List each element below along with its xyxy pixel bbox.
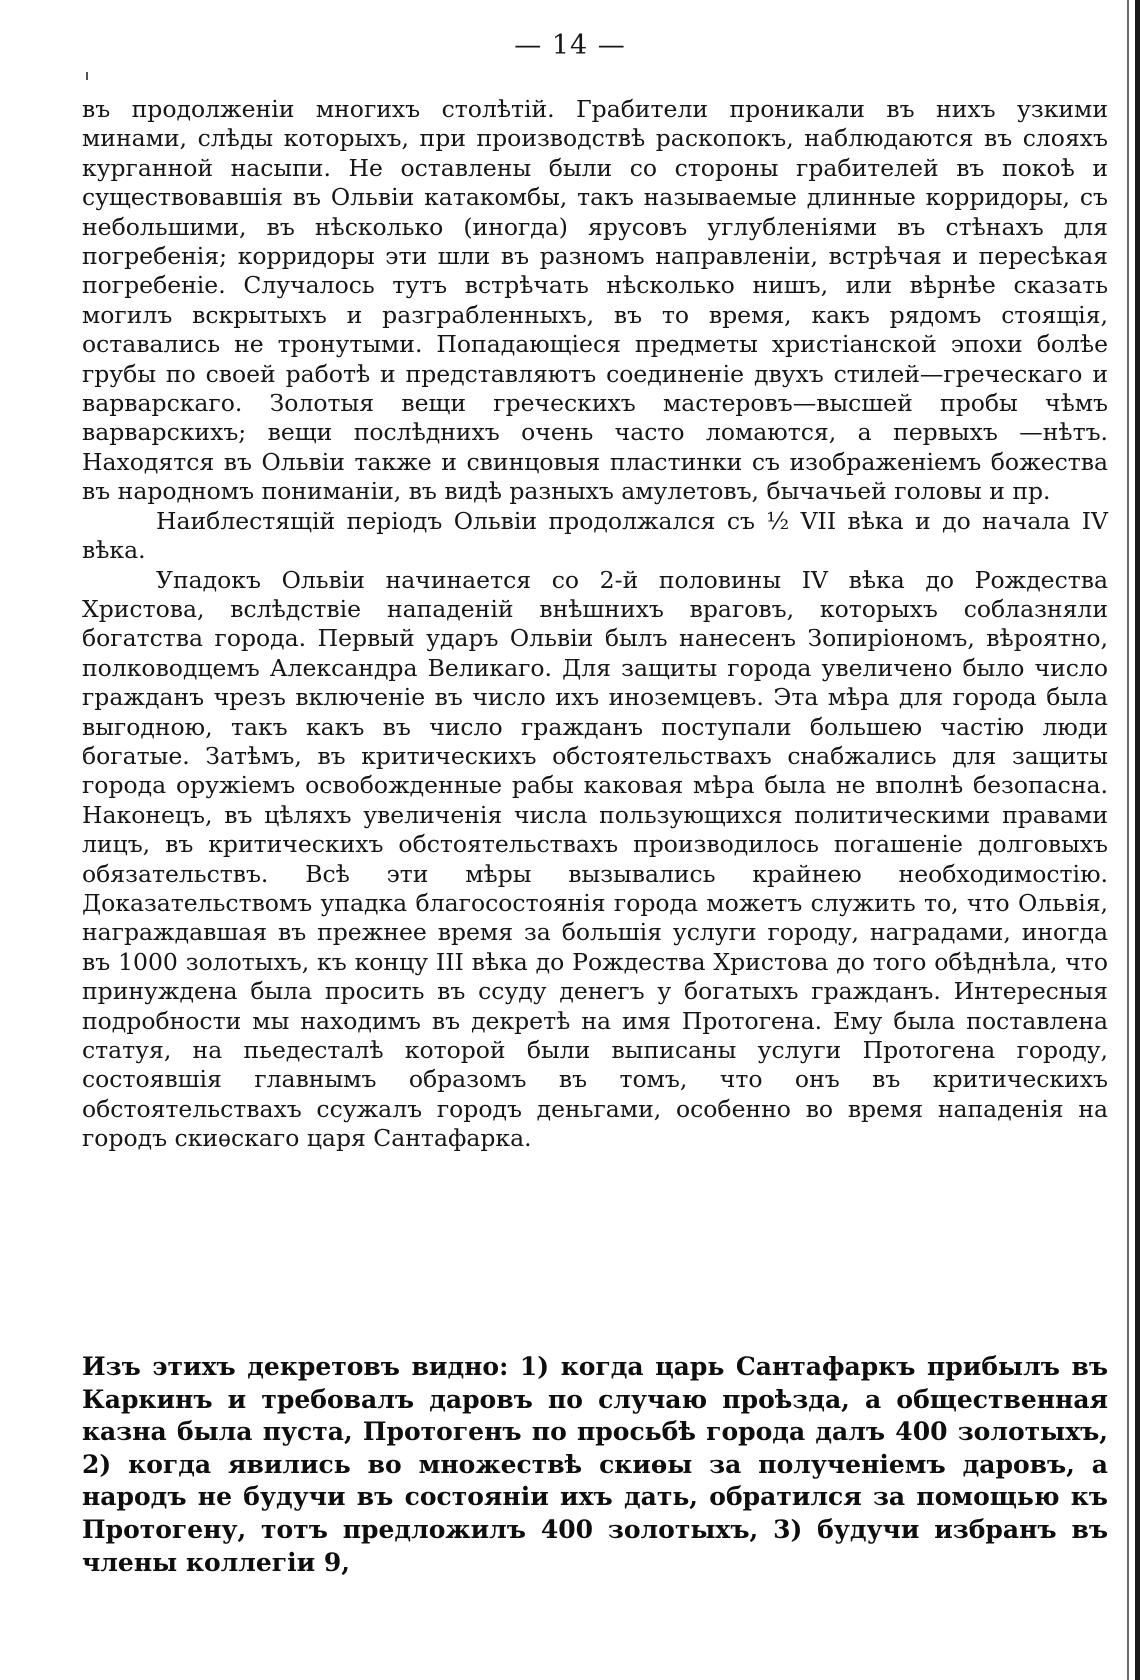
stray-ink-mark — [86, 72, 88, 80]
paragraph-decrees: Изъ этихъ декретовъ видно: 1) когда царь Сантафаркъ прибылъ въ Каркинъ и требовалъ даровъ по случаю проѣзда, а общественная казна была пуста, Протогенъ по просьбѣ города далъ 400 золотыхъ, 2) когда явились во множествѣ скиѳы за полученіемъ даровъ, а народъ не будучи въ состояніи ихъ дать, обратился за помощью къ Протогену, тотъ предложилъ 400 золотыхъ, 3) будучи избранъ въ члены коллегіи 9, — [82, 1352, 1108, 1577]
body-text — [82, 95, 1108, 1154]
decree-paragraph — [82, 1351, 1108, 1579]
page-number: — 14 — — [514, 30, 626, 61]
paragraph-decline-of-olbia: Упадокъ Ольвіи начинается со 2-й половины IV вѣка до Рождества Христова, вслѣдствіе нападеній внѣшнихъ враговъ, которыхъ соблазняли богатства города. Первый ударъ Ольвіи былъ нанесенъ Зопиріономъ, вѣроятно, полководцемъ Александра Великаго. Для защиты города увеличено было число гражданъ чрезъ включеніе въ число ихъ иноземцевъ. Эта мѣра для города была выгодною, такъ какъ въ число гражданъ поступали большею частію люди богатые. Затѣмъ, въ критическихъ обстоятельствахъ снабжались для защиты города оружіемъ освобожденные рабы каковая мѣра была не вполнѣ безопасна. Наконецъ, въ цѣляхъ увеличенія числа пользующихся политическими правами лицъ, въ критическихъ обстоятельствахъ производилось погашеніе долговыхъ обязательствъ. Всѣ эти мѣры вызывались крайнею необходимостію. Доказательствомъ упадка благосостоянія города можетъ служить то, что Ольвія, награждавшая въ прежнее время за большія услуги городу, наградами, иногда въ 1000 золотыхъ, къ концу III вѣка до Рождества Христова до того обѣднѣла, что принуждена была просить въ ссуду денегъ у богатыхъ гражданъ. Интересныя подробности мы находимъ въ декретѣ на имя Протогена. Ему была поставлена статуя, на пьедесталѣ которой были выписаны услуги Протогена городу, состоявшія главнымъ образомъ въ томъ, что онъ въ критическихъ обстоятельствахъ ссужалъ городъ деньгами, особенно во время нападенія на городъ скиѳскаго царя Сантафарка. — [82, 565, 1108, 1153]
paragraph-brilliant-period: Наиблестящій періодъ Ольвіи продолжался съ ½ VII вѣка и до начала IV вѣка. — [82, 506, 1108, 565]
page-edge-shadow — [1127, 0, 1129, 1680]
page-edge — [1135, 0, 1140, 1680]
paragraph-looting-tombs: въ продолженіи многихъ столѣтій. Грабители проникали въ нихъ узкими минами, слѣды которыхъ, при производствѣ раскопокъ, наблюдаются въ слояхъ курганной насыпи. Не оставлены были со стороны грабителей въ покоѣ и существовавшія въ Ольвіи катакомбы, такъ называемые длинные корридоры, съ небольшими, въ нѣсколько (иногда) ярусовъ углубленіями въ стѣнахъ для погребенія; корридоры эти шли въ разномъ направленіи, встрѣчая и пересѣкая погребеніе. Случалось тутъ встрѣчать нѣсколько нишъ, или вѣрнѣе сказать могилъ вскрытыхъ и разграбленныхъ, въ то время, какъ рядомъ стоящія, оставались не тронутыми. Попадающіеся предметы христіанской эпохи болѣе грубы по своей работѣ и представляютъ соединеніе двухъ стилей—греческаго и варварскаго. Золотыя вещи греческихъ мастеровъ—высшей пробы чѣмъ варварскихъ; вещи послѣднихъ очень часто ломаются, а первыхъ —нѣтъ. Находятся въ Ольвіи также и свинцовыя пластинки съ изображеніемъ божества въ народномъ пониманіи, въ видѣ разныхъ амулетовъ, бычачьей головы и пр. — [82, 95, 1108, 506]
